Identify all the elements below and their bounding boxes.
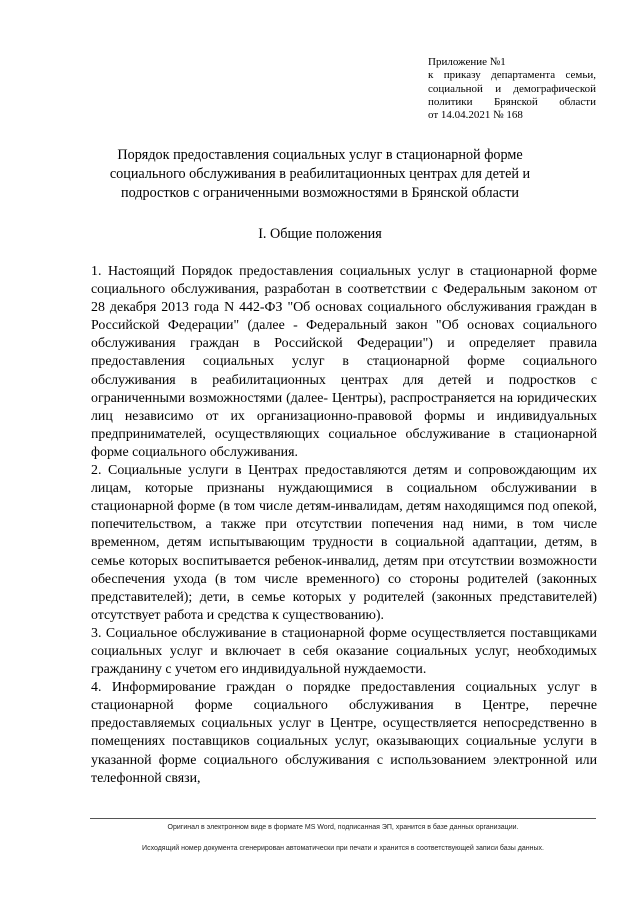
footer-divider <box>90 818 596 819</box>
appendix-date: от 14.04.2021 № 168 <box>428 109 523 122</box>
paragraph-3: 3. Социальное обслуживание в стационарной форме осуществляется поставщиками социальных услуг и включает в себя оказание социальных услуг, необходимых гражданину с учетом его индивидуальной нуждаемости. <box>91 625 597 678</box>
paragraph-2: 2. Социальные услуги в Центрах предоставляются детям и сопровождающим их лицам, которые признаны нуждающимися в социальном обслуживании в стационарной форме (в том числе детям-инвалидам, детям находящимся под опекой, попечительством, а также при отсутствии попечения над ними, в том числе временном, детям испытывающим трудности в социальной адаптации, детям, в семье которых воспитывается ребенок-инвалид, детям при отсутствии возможности обеспечения ухода (в том числе временного) со стороны родителей (законных представителей); дети, в семье которых у родителей (законных представителей) отсутствует работа и средства к существованию). <box>91 463 597 623</box>
section-heading: I. Общие положения <box>258 226 382 242</box>
paragraph-4: 4. Информирование граждан о порядке предоставления социальных услуг в стационарной форме социального обслуживания в Центре, перечне предоставляемых социальных услуг в Центре, осуществляется непосредственно в помещениях поставщиков социальных услуг, оказывающих социальные услуги в указанной форме социального обслуживания с использованием электронной или телефонной связи, <box>91 680 597 786</box>
footer-note-original: Оригинал в электронном виде в формате MS Word, подписанная ЭП, хранится в базе данных организации. <box>167 824 519 831</box>
appendix-order-text: к приказу департамента семьи, социальной и демографической политики Брянской области <box>428 69 596 108</box>
document-title: Порядок предоставления социальных услуг в стационарной форме социального обслуживания в реабилитационных центрах для детей и подростков с ограниченными возможностями в Брянской области <box>109 147 531 201</box>
footer-note-number: Исходящий номер документа сгенерирован автоматически при печати и хранится в соответствующей записи базы данных. <box>142 845 544 852</box>
appendix-number: Приложение №1 <box>428 56 506 68</box>
paragraph-1: 1. Настоящий Порядок предоставления социальных услуг в стационарной форме социального обслуживания, разработан в соответствии с Федеральным законом от 28 декабря 2013 года N 442-ФЗ "Об основах социального обслуживания граждан в Российской Федерации" (далее - Федеральный закон "Об основах социального обслуживания граждан в Российской Федерации") и определяет правила предоставления социальных услуг в стационарной форме социального обслуживания в реабилитационных центрах для детей и подростков с ограниченными возможностями (далее- Центры), распространяется на юридических лиц независимо от их организационно-правовой формы и индивидуальных предпринимателей, осуществляющих социальное обслуживание в стационарной форме социального обслуживания. <box>91 264 597 460</box>
document-body <box>91 263 597 788</box>
appendix-block <box>428 56 596 122</box>
